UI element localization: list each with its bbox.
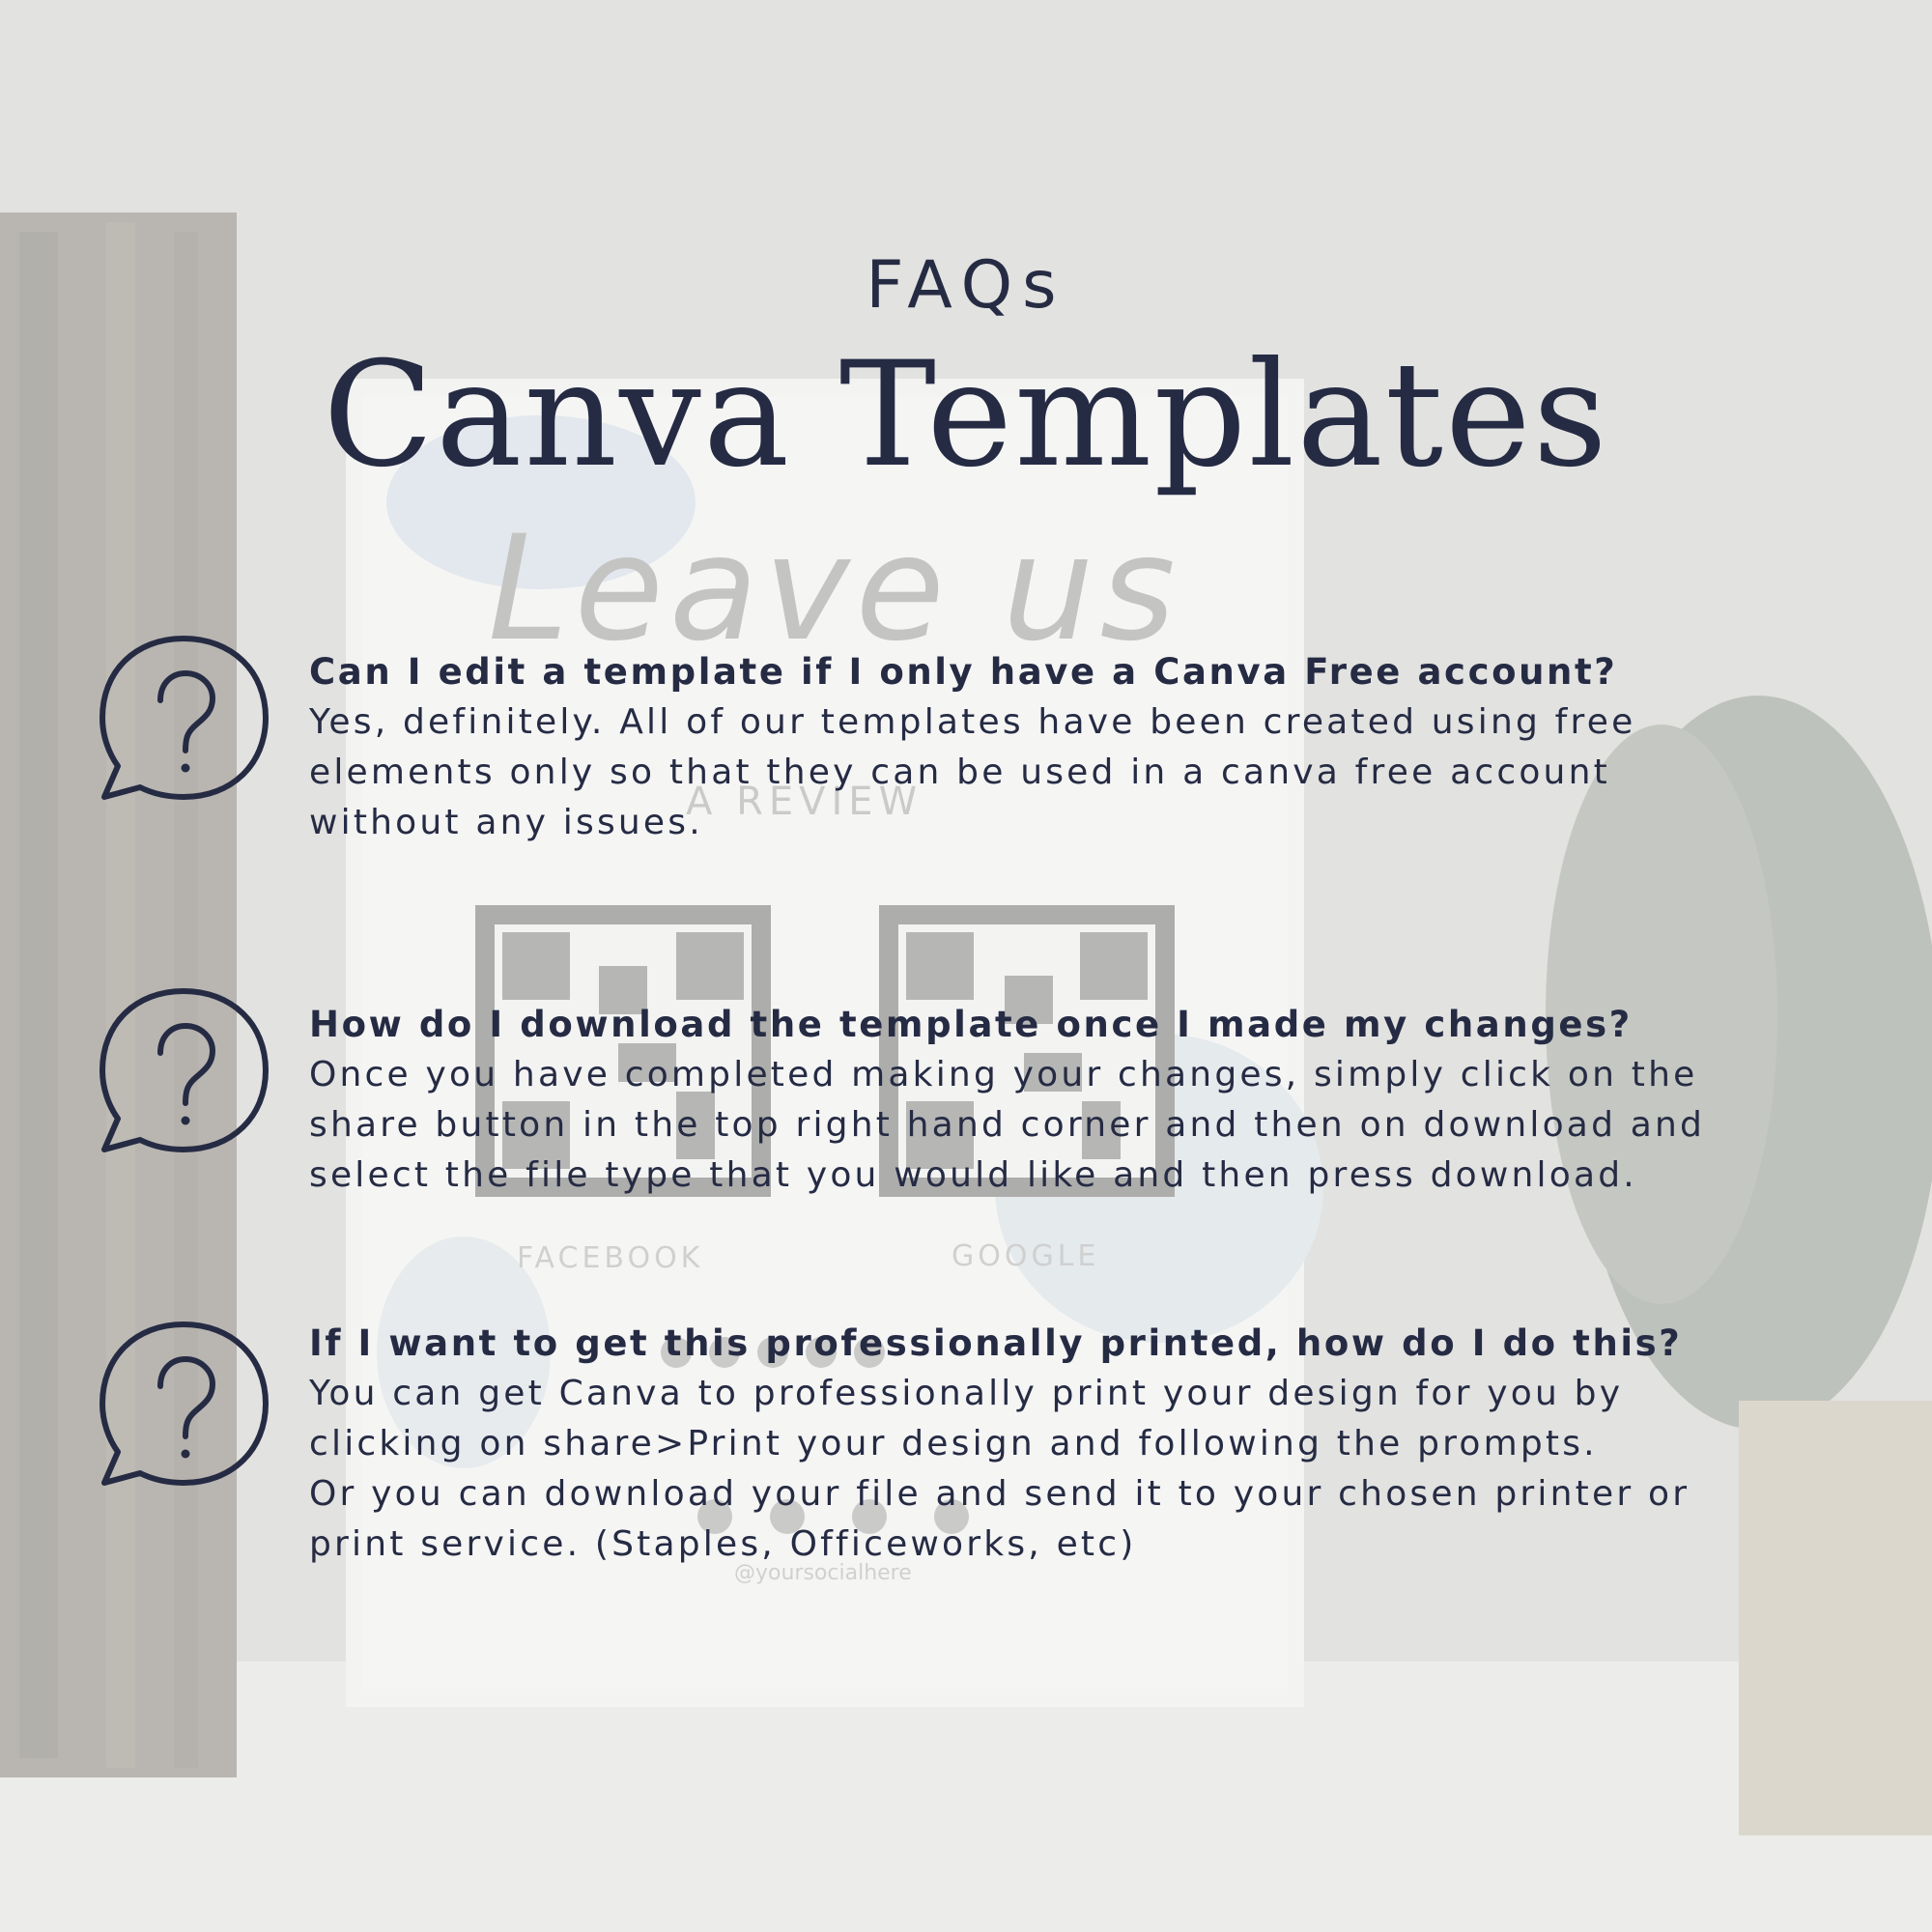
faq-answer-line: clicking on share>Print your design and following the prompts. [309,1424,1598,1463]
faq-answer-line: elements only so that they can be used in a canva free account [309,753,1610,792]
question-bubble-icon [97,633,270,807]
question-bubble-icon [97,985,270,1159]
faq-answer-line: Once you have completed making your changes, simply click on the [309,1055,1698,1094]
faq-question: Can I edit a template if I only have a Canva Free account? [309,651,1618,693]
faq-answer-line: without any issues. [309,803,703,842]
faq-question: If I want to get this professionally printed, how do I do this? [309,1322,1683,1364]
faq-answer-line: share button in the top right hand corner and then on download and [309,1105,1706,1145]
faq-answer [309,1369,1893,1570]
faq-answer-line: You can get Canva to professionally print your design for you by [309,1374,1624,1413]
faq-text [309,1000,1893,1201]
faqs-label: FAQs [866,247,1066,324]
faq-answer-line: select the file type that you would like and then press download. [309,1155,1637,1195]
faq-answer-line: print service. (Staples, Officeworks, etc) [309,1524,1137,1564]
faq-answer [309,1050,1893,1201]
faq-answer-line: Or you can download your file and send it to your chosen printer or [309,1474,1690,1514]
faq-text [309,1319,1893,1570]
faq-text [309,647,1893,848]
faq-answer [309,697,1893,848]
page-title: Canva Templates [323,331,1609,499]
faq-answer-line: Yes, definitely. All of our templates have been created using free [309,702,1636,742]
question-bubble-icon [97,1319,270,1492]
faq-question: How do I download the template once I made my changes? [309,1004,1633,1045]
